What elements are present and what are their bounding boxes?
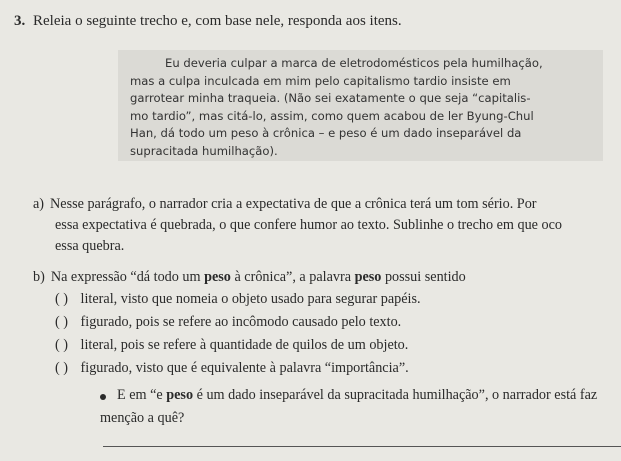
option-paren: ( ) — [55, 291, 68, 307]
item-a-line2: essa expectativa é quebrada, o que confere humor ao texto. Sublinhe o trecho em que oco — [55, 217, 563, 233]
bullet-icon — [100, 394, 106, 400]
excerpt-line: Han, dá todo um peso à crônica – e peso é um dado inseparável da — [130, 126, 522, 140]
question-prompt: Releia o seguinte trecho e, com base nele, responda aos itens. — [33, 13, 402, 29]
option-text: figurado, pois se refere ao incômodo causado pelo texto. — [80, 314, 402, 330]
question-header — [14, 13, 402, 30]
option-text: figurado, visto que é equivalente à palavra “importância”. — [80, 360, 409, 376]
option-text: literal, pois se refere à quantidade de quilos de um objeto. — [80, 337, 409, 353]
option-checkbox-4[interactable] — [55, 359, 409, 378]
item-a-label: a) — [33, 196, 45, 212]
excerpt-line: supracitada humilhação). — [130, 143, 278, 158]
item-a-line3: essa quebra. — [55, 238, 125, 254]
item-b-label: b) — [33, 269, 45, 285]
option-checkbox-1[interactable] — [55, 290, 421, 309]
option-paren: ( ) — [55, 337, 68, 353]
option-checkbox-3[interactable] — [55, 336, 408, 355]
option-paren: ( ) — [55, 360, 68, 376]
excerpt-box — [118, 50, 603, 161]
excerpt-line: mas a culpa inculcada em mim pelo capitalismo tardio insiste em — [130, 73, 511, 88]
excerpt-line: garrotear minha traqueia. (Não sei exatamente o que seja “capitalis- — [130, 91, 531, 105]
option-text: literal, visto que nomeia o objeto usado para segurar papéis. — [80, 291, 421, 307]
bullet-question-line2: menção a quê? — [100, 410, 185, 426]
excerpt-line: mo tardio”, mas citá-lo, assim, como quem acabou de ler Byung-Chul — [130, 108, 534, 123]
answer-line[interactable] — [103, 446, 621, 447]
item-b-intro: b) Na expressão “dá todo um peso à crônica”, a palavra peso possui sentido — [33, 269, 466, 285]
option-checkbox-2[interactable] — [55, 313, 401, 332]
item-a-line1 — [33, 195, 537, 214]
excerpt-line: Eu deveria culpar a marca de eletrodomésticos pela humilhação, — [165, 56, 543, 70]
item-a-text-1: Nesse parágrafo, o narrador cria a expectativa de que a crônica terá um tom sério. Por — [50, 196, 537, 212]
question-number: 3. — [14, 13, 26, 29]
bullet-question-line1: E em “e peso é um dado inseparável da supracitada humilhação”, o narrador está faz — [117, 387, 598, 403]
option-paren: ( ) — [55, 314, 68, 330]
